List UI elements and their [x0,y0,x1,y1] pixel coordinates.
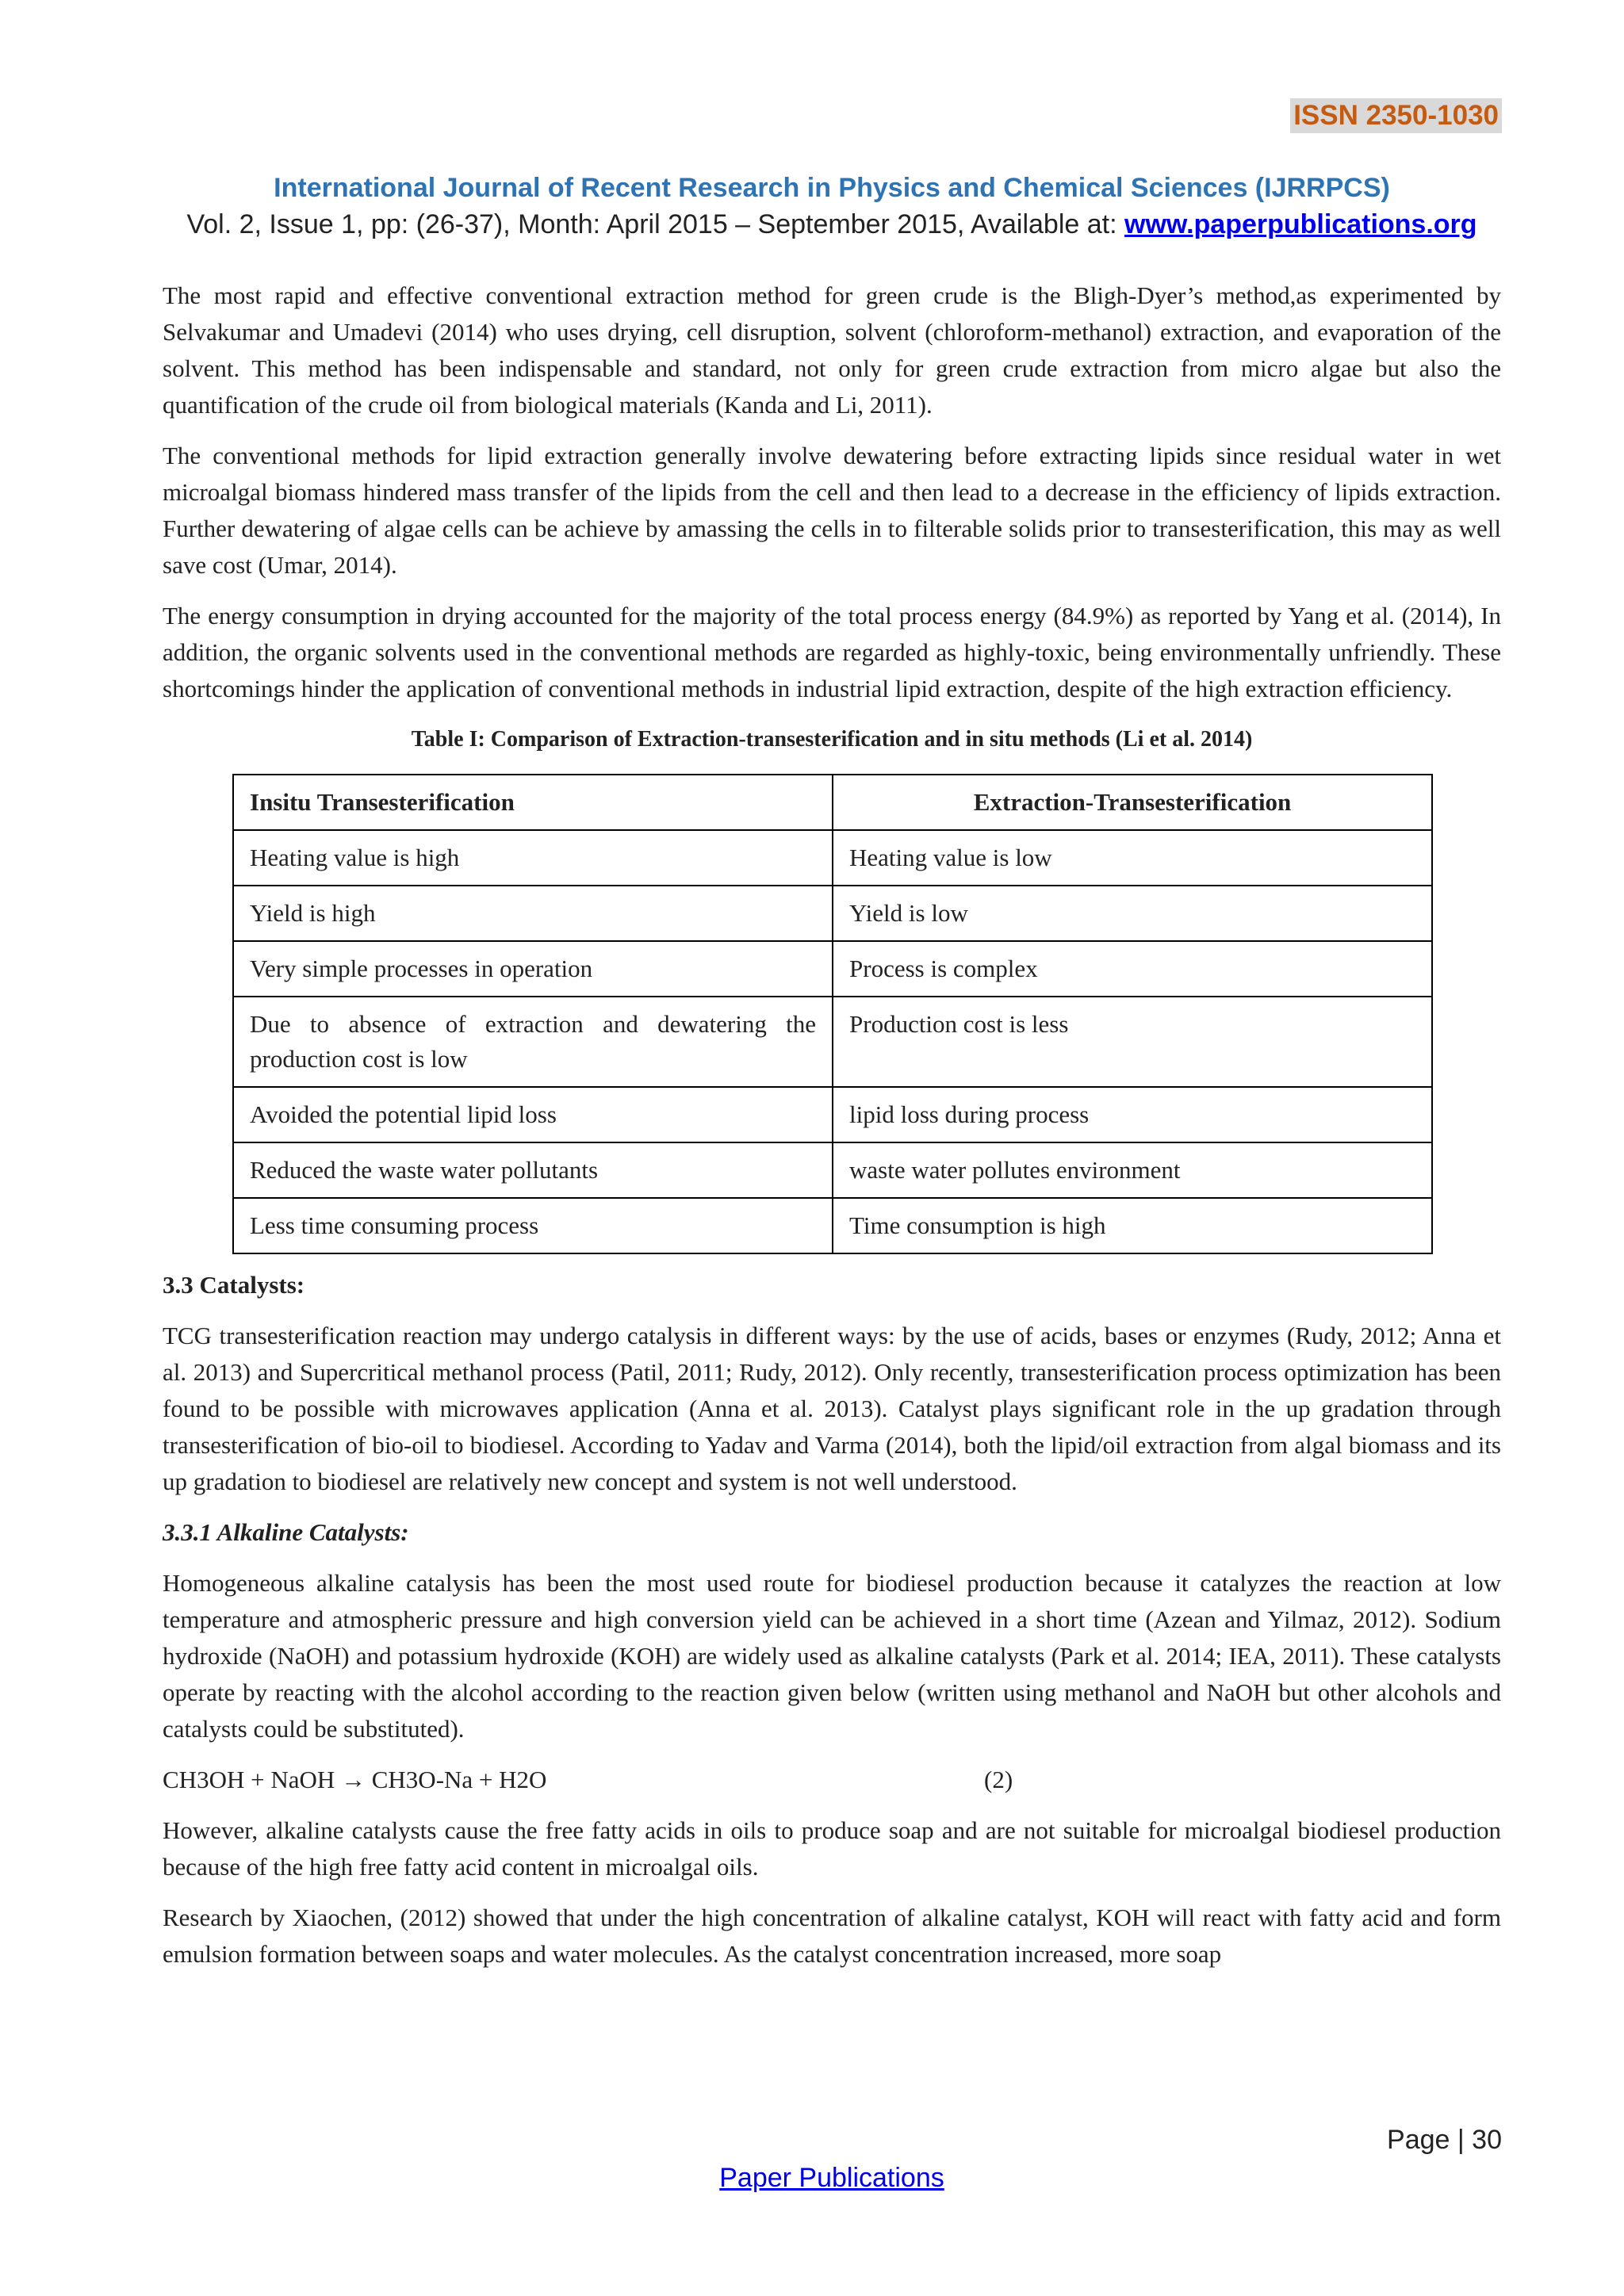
table-cell: Less time consuming process [233,1198,833,1253]
table-cell: lipid loss during process [833,1087,1432,1142]
journal-website-link[interactable]: www.paperpublications.org [1124,209,1477,239]
paragraph-soap-formation: However, alkaline catalysts cause the free fatty acids in oils to produce soap and are not suitable for microalgal biodiesel production because of the high free fatty acid content in microalgal oils. [163,1816,1501,1881]
section-heading-catalysts: 3.3 Catalysts: [163,1271,305,1299]
table-row [233,1142,1432,1198]
table-cell: waste water pollutes environment [833,1142,1432,1198]
table-row [233,886,1432,941]
equation-number: (2) [984,1766,1013,1793]
table-cell: Reduced the waste water pollutants [233,1142,833,1198]
page-number: Page | 30 [1387,2125,1502,2155]
section-heading-alkaline-catalysts: 3.3.1 Alkaline Catalysts: [163,1518,409,1546]
table-header-extraction: Extraction-Transesterification [833,775,1432,830]
table-cell: Heating value is high [233,830,833,886]
table-cell: Production cost is less [833,997,1432,1087]
table-cell: Due to absence of extraction and dewatering the production cost is low [233,997,833,1087]
journal-info [0,209,1624,240]
paragraph-xiaochen-research: Research by Xiaochen, (2012) showed that under the high concentration of alkaline catalyst, KOH will react with fatty acid and form emulsion formation between soaps and water molecules. As the catalyst concentration increased, more soap [163,1904,1501,1968]
journal-title: International Journal of Recent Research in Physics and Chemical Sciences (IJRRPCS) [274,173,1390,203]
table-cell: Avoided the potential lipid loss [233,1087,833,1142]
issn-label: ISSN 2350-1030 [1290,98,1502,133]
publisher-link[interactable]: Paper Publications [719,2163,944,2193]
table-cell: Process is complex [833,941,1432,997]
table-cell: Very simple processes in operation [233,941,833,997]
table-row [233,1087,1432,1142]
table-row [233,997,1432,1087]
comparison-table [232,774,1433,1254]
paragraph-energy-consumption: The energy consumption in drying accounted for the majority of the total process energy (84.9%) as reported by Yang et al. (2014), In addition, the organic solvents used in the conventional methods are regarded as highly-toxic, being environmentally unfriendly. These shortcomings hinder the application of conventional methods in industrial lipid extraction, despite of the high extraction efficiency. [163,602,1501,702]
journal-info-text: Vol. 2, Issue 1, pp: (26-37), Month: April 2015 – September 2015, Available at: [186,209,1124,239]
table-row [233,941,1432,997]
paragraph-dewatering: The conventional methods for lipid extraction generally involve dewatering before extracting lipids since residual water in wet microalgal biomass hindered mass transfer of the lipids from the cell and then lead to a decrease in the efficiency of lipids extraction. Further dewatering of algae cells can be achieve by amassing the cells in to filterable solids prior to transesterification, this may as well save cost (Umar, 2014). [163,442,1501,579]
table-header-row [233,775,1432,830]
paragraph-bligh-dyer: The most rapid and effective conventional extraction method for green crude is the Bligh-Dyer’s method,as experimented by Selvakumar and Umadevi (2014) who uses drying, cell disruption, solvent (chloroform-methanol) extraction, and evaporation of the solvent. This method has been indispensable and standard, not only for green crude extraction from micro algae but also the quantification of the crude oil from biological materials (Kanda and Li, 2011). [163,281,1501,419]
table-caption: Table I: Comparison of Extraction-transesterification and in situ methods (Li et al. 2014) [411,727,1253,752]
paragraph-tcg-transesterification: TCG transesterification reaction may undergo catalysis in different ways: by the use of acids, bases or enzymes (Rudy, 2012; Anna et al. 2013) and Supercritical methanol process (Patil, 2011; Rudy, 2012). Only recently, transesterification process optimization has been found to be possible with microwaves application (Anna et al. 2013). Catalyst plays significant role in the up gradation through transesterification of bio-oil to biodiesel. According to Yadav and Varma (2014), both the lipid/oil extraction from algal biomass and its up gradation to biodiesel are relatively new concept and system is not well understood. [163,1322,1501,1495]
equation-text: CH3OH + NaOH → CH3O-Na + H2O [163,1766,547,1793]
paragraph-homogeneous-alkaline: Homogeneous alkaline catalysis has been the most used route for biodiesel production because it catalyzes the reaction at low temperature and atmospheric pressure and high conversion yield can be achieved in a short time (Azean and Yilmaz, 2012). Sodium hydroxide (NaOH) and potassium hydroxide (KOH) are widely used as alkaline catalysts (Park et al. 2014; IEA, 2011). These catalysts operate by reacting with the alcohol according to the reaction given below (written using methanol and NaOH but other alcohols and catalysts could be substituted). [163,1569,1501,1743]
table-cell: Time consumption is high [833,1198,1432,1253]
table-row [233,1198,1432,1253]
table-cell: Yield is low [833,886,1432,941]
article-body [163,277,1501,1987]
table-cell: Heating value is low [833,830,1432,886]
table-header-insitu: Insitu Transesterification [233,775,833,830]
table-row [233,830,1432,886]
table-cell: Yield is high [233,886,833,941]
reaction-equation [163,1762,1501,1798]
